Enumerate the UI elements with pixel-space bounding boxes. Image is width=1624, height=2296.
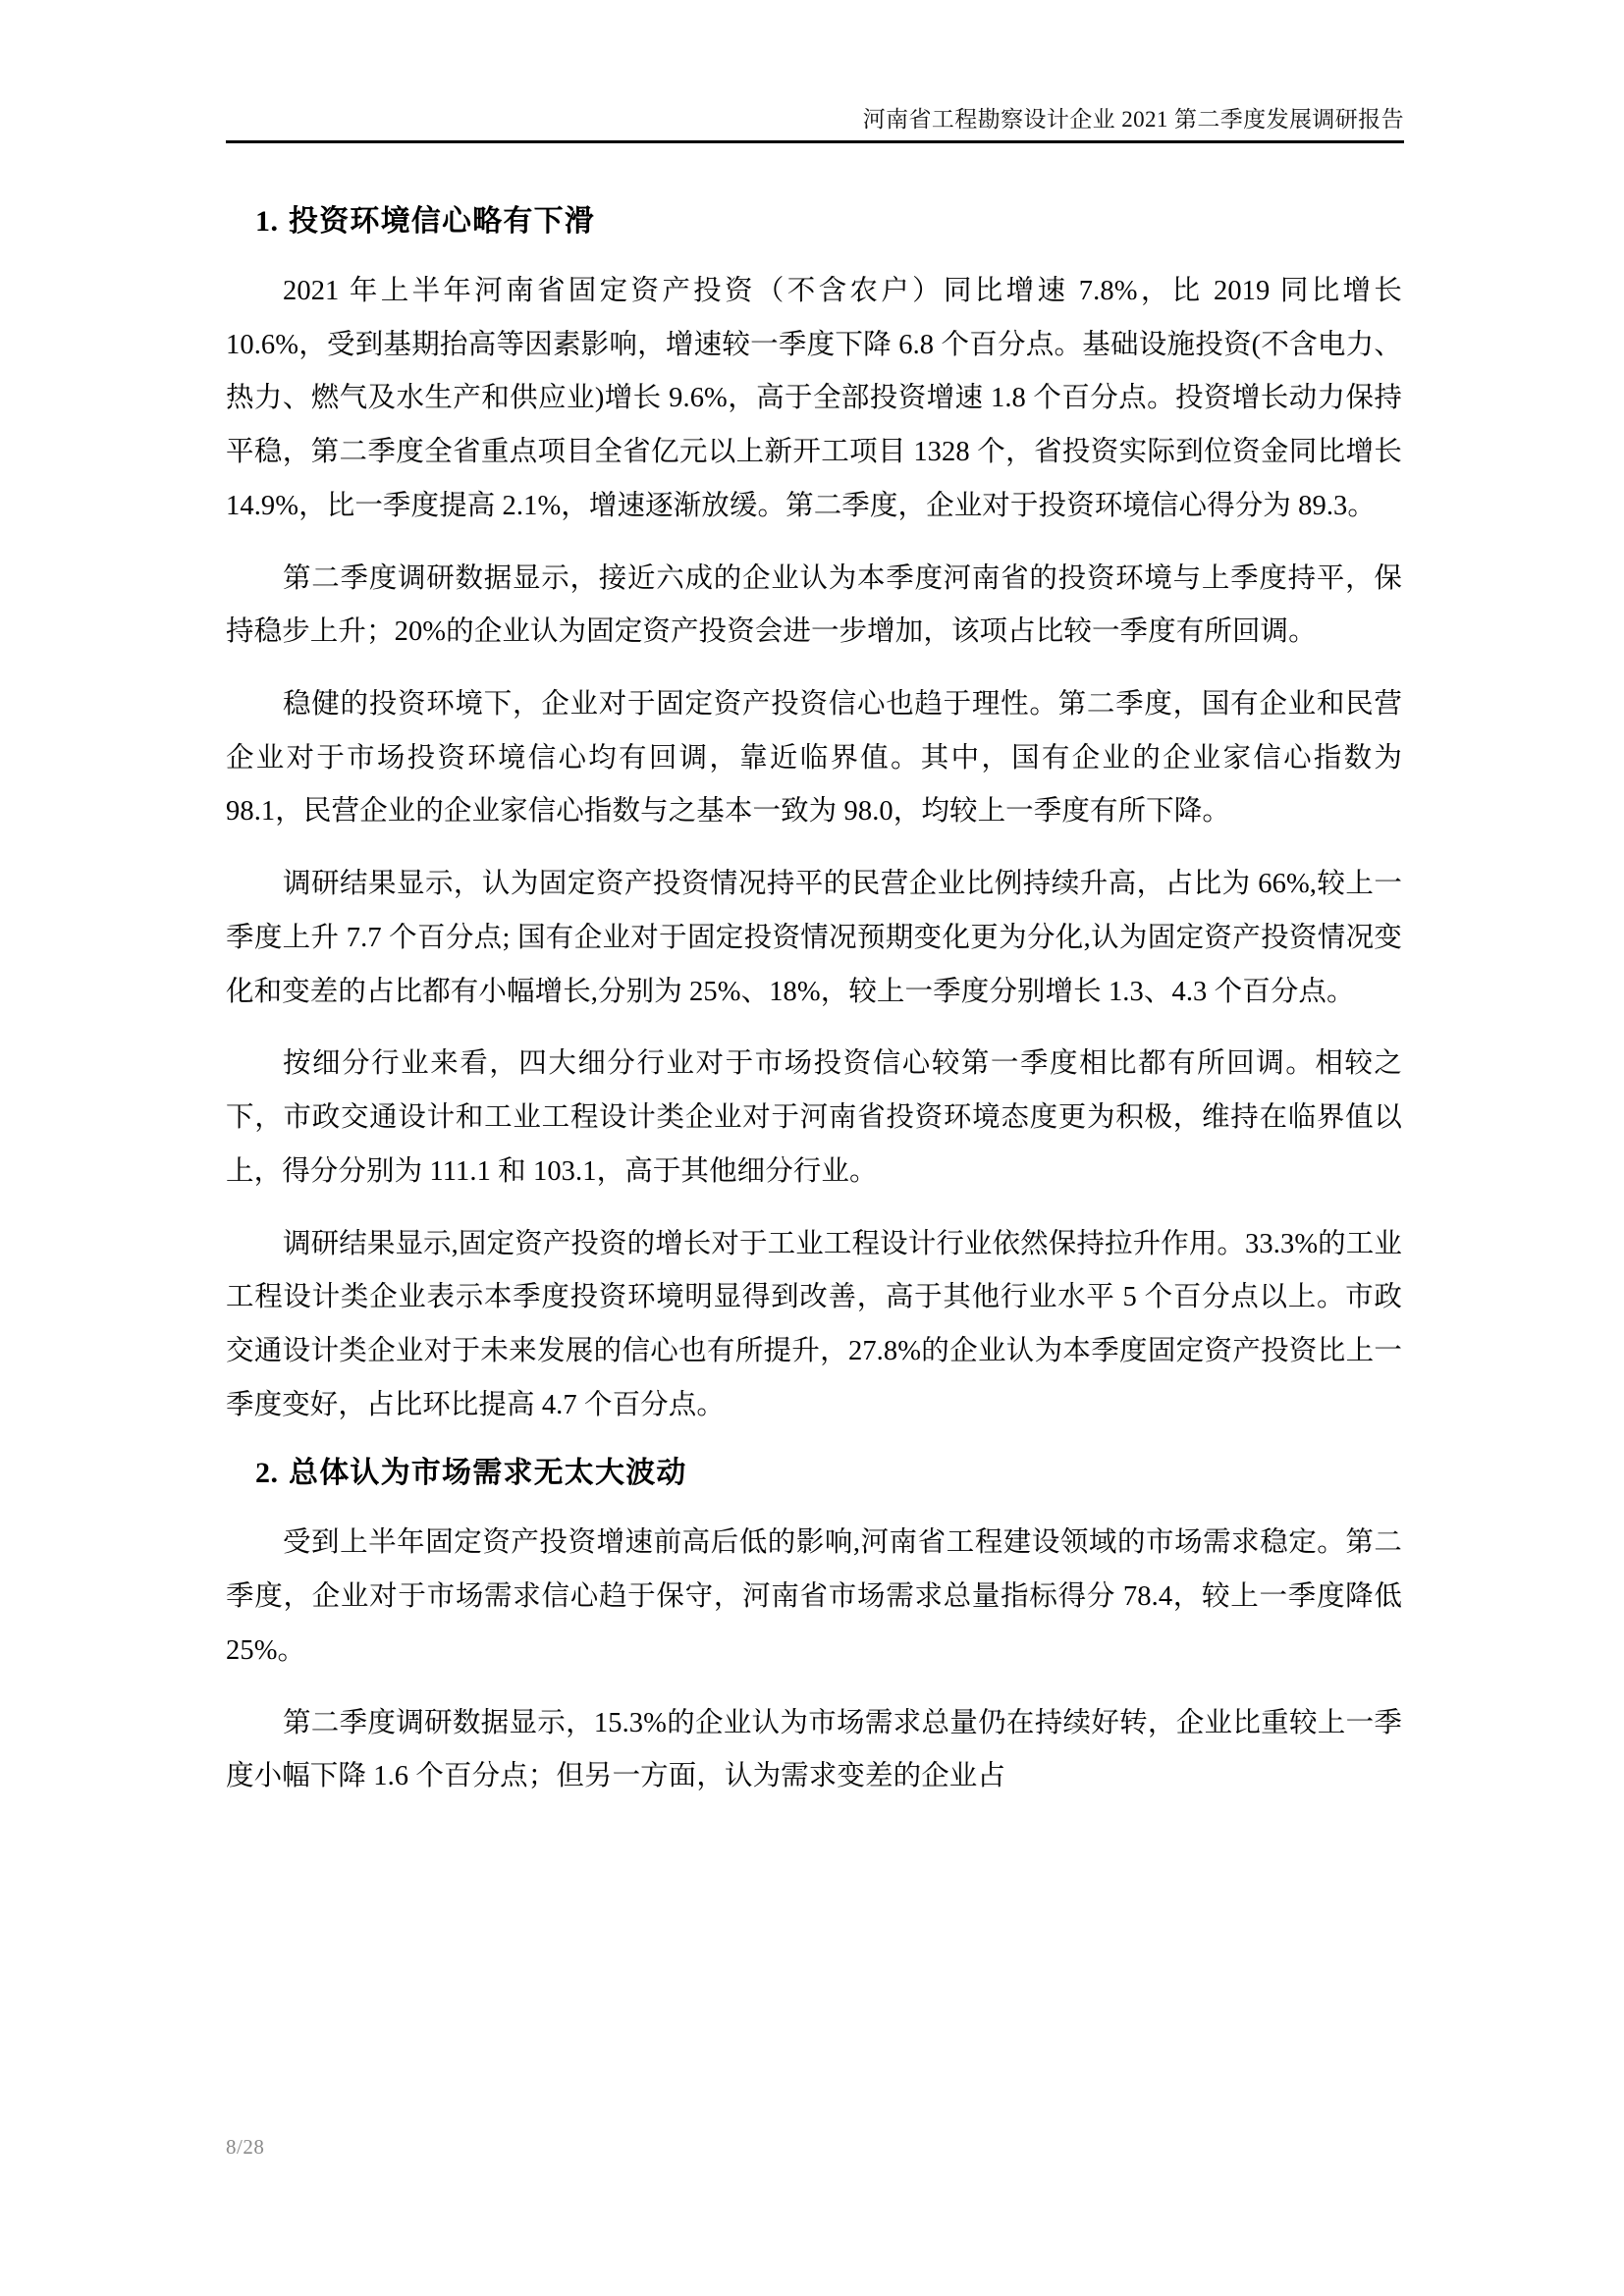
section-heading-1 [226,199,1402,243]
section-heading-2 [226,1451,1402,1495]
paragraph: 调研结果显示，认为固定资产投资情况持平的民营企业比例持续升高，占比为 66%,较上一季度上升 7.7 个百分点; 国有企业对于固定投资情况预期变化更为分化,认为固定资产投资情况变化和变差的占比都有小幅增长,分别为 25%、18%，较上一季度分别增长 1.3、4.3 个百分点。 [226,869,1402,1007]
page-header [226,106,1404,151]
paragraph: 第二季度调研数据显示，15.3%的企业认为市场需求总量仍在持续好转，企业比重较上一季度小幅下降 1.6 个百分点；但另一方面，认为需求变差的企业占 [226,1707,1402,1792]
header-title: 河南省工程勘察设计企业 2021 第二季度发展调研报告 [862,107,1404,132]
document-body [226,182,1402,1823]
page-footer [226,2135,1404,2160]
paragraph: 2021 年上半年河南省固定资产投资（不含农户）同比增速 7.8%，比 2019 同比增长 10.6%，受到基期抬高等因素影响，增速较一季度下降 6.8 个百分点。基础设施投资(不含电力、热力、燃气及水生产和供应业)增长 9.6%，高于全部投资增速 1.8 个百分点。投资增长动力保持平稳，第二季度全省重点项目全省亿元以上新开工项目 1328 个，省投资实际到位资金同比增长 14.9%，比一季度提高 2.1%，增速逐渐放缓。第二季度，企业对于投资环境信心得分为 89.3。 [226,276,1402,521]
page-number: 8/28 [226,2135,265,2159]
paragraph: 受到上半年固定资产投资增速前高后低的影响,河南省工程建设领域的市场需求稳定。第二季度，企业对于市场需求信心趋于保守，河南省市场需求总量指标得分 78.4，较上一季度降低 25%。 [226,1527,1402,1666]
paragraph: 稳健的投资环境下，企业对于固定资产投资信心也趋于理性。第二季度，国有企业和民营企业对于市场投资环境信心均有回调，靠近临界值。其中，国有企业的企业家信心指数为 98.1，民营企业的企业家信心指数与之基本一致为 98.0，均较上一季度有所下降。 [226,689,1402,828]
paragraph: 调研结果显示,固定资产投资的增长对于工业工程设计行业依然保持拉升作用。33.3%的工业工程设计类企业表示本季度投资环境明显得到改善，高于其他行业水平 5 个百分点以上。市政交通设计类企业对于未来发展的信心也有所提升，27.8%的企业认为本季度固定资产投资比上一季度变好，占比环比提高 4.7 个百分点。 [226,1228,1402,1420]
header-divider [226,140,1404,143]
paragraph: 第二季度调研数据显示，接近六成的企业认为本季度河南省的投资环境与上季度持平，保持稳步上升；20%的企业认为固定资产投资会进一步增加，该项占比较一季度有所回调。 [226,562,1402,648]
section-title-1: 投资环境信心略有下滑 [289,205,595,238]
paragraph: 按细分行业来看，四大细分行业对于市场投资信心较第一季度相比都有所回调。相较之下，市政交通设计和工业工程设计类企业对于河南省投资环境态度更为积极，维持在临界值以上，得分分别为 111.1 和 103.1，高于其他细分行业。 [226,1048,1402,1187]
section-number-2: 2. [255,1457,279,1490]
section-number-1: 1. [255,205,279,238]
section-title-2: 总体认为市场需求无太大波动 [289,1457,687,1490]
